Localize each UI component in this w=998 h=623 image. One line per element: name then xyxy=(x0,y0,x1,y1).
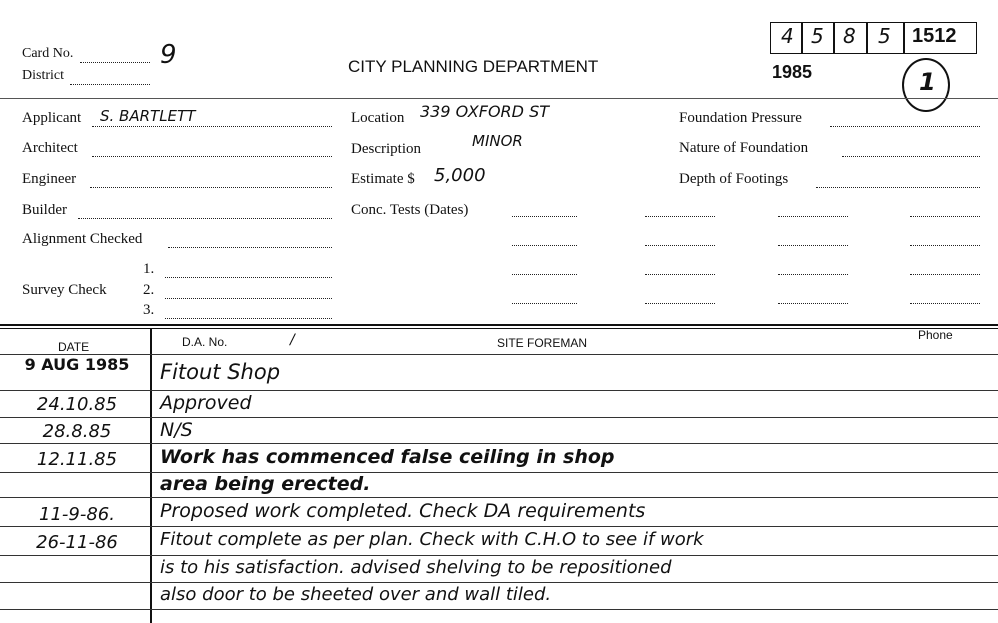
row-entry: Approved xyxy=(160,392,252,414)
box-number: 1512 xyxy=(912,25,957,47)
row-entry: Fitout Shop xyxy=(160,360,281,384)
box-digit-3: 8 xyxy=(843,24,856,48)
survey-item-1: 1. xyxy=(143,261,155,277)
row-date: 11-9-86. xyxy=(39,504,115,525)
applicant-value: S. BARTLETT xyxy=(100,107,196,125)
row-entry: area being erected. xyxy=(160,473,371,495)
survey-item-3: 3. xyxy=(143,302,155,318)
survey-item-2: 2. xyxy=(143,282,155,298)
card-no-value: 9 xyxy=(160,40,177,70)
architect-label: Architect xyxy=(22,140,78,156)
card-no-label: Card No. xyxy=(22,46,74,61)
da-no-header: D.A. No. xyxy=(182,335,228,349)
estimate-value: 5,000 xyxy=(434,165,486,186)
circled-mark-text: 1 xyxy=(919,68,936,96)
circled-mark xyxy=(902,58,950,112)
conc-tests-label: Conc. Tests (Dates) xyxy=(351,202,469,218)
box-digit-1: 4 xyxy=(781,24,794,48)
table-top-rule xyxy=(0,324,998,326)
alignment-label: Alignment Checked xyxy=(22,231,143,247)
row-date: 9 AUG 1985 xyxy=(24,355,130,374)
description-value: MINOR xyxy=(472,132,523,150)
row-date: 26-11-86 xyxy=(36,532,118,553)
foundation-pressure-label: Foundation Pressure xyxy=(679,110,802,126)
applicant-label: Applicant xyxy=(22,110,82,126)
engineer-label: Engineer xyxy=(22,171,77,187)
date-column-divider xyxy=(150,328,152,623)
box-digit-4: 5 xyxy=(878,24,891,48)
survey-check-label: Survey Check xyxy=(22,282,107,298)
estimate-label: Estimate $ xyxy=(351,171,415,187)
da-no-mark: / xyxy=(290,332,295,348)
description-label: Description xyxy=(351,141,421,157)
row-date: 28.8.85 xyxy=(42,421,112,442)
nature-of-foundation-label: Nature of Foundation xyxy=(679,140,809,156)
district-label: District xyxy=(22,68,64,83)
header-divider xyxy=(0,98,998,99)
location-value: 339 OXFORD ST xyxy=(420,102,549,121)
phone-header: Phone xyxy=(918,328,953,342)
date-header: DATE xyxy=(58,340,90,354)
year-label: 1985 xyxy=(772,62,813,82)
row-entry: Fitout complete as per plan. Check with C.H.O to see if work xyxy=(160,529,704,550)
row-entry: Proposed work completed. Check DA requirements xyxy=(160,500,646,522)
builder-label: Builder xyxy=(22,202,67,218)
site-foreman-header: SITE FOREMAN xyxy=(497,336,588,350)
location-label: Location xyxy=(351,110,405,126)
row-entry: N/S xyxy=(160,419,193,441)
row-date: 12.11.85 xyxy=(36,449,118,470)
row-entry: Work has commenced false ceiling in shop xyxy=(160,446,615,468)
row-entry: also door to be sheeted over and wall tiled. xyxy=(160,584,552,605)
row-entry: is to his satisfaction. advised shelving to be repositioned xyxy=(160,557,672,578)
depth-of-footings-label: Depth of Footings xyxy=(679,171,789,187)
row-date: 24.10.85 xyxy=(36,394,118,415)
page-title: CITY PLANNING DEPARTMENT xyxy=(348,57,599,76)
box-digit-2: 5 xyxy=(811,24,824,48)
